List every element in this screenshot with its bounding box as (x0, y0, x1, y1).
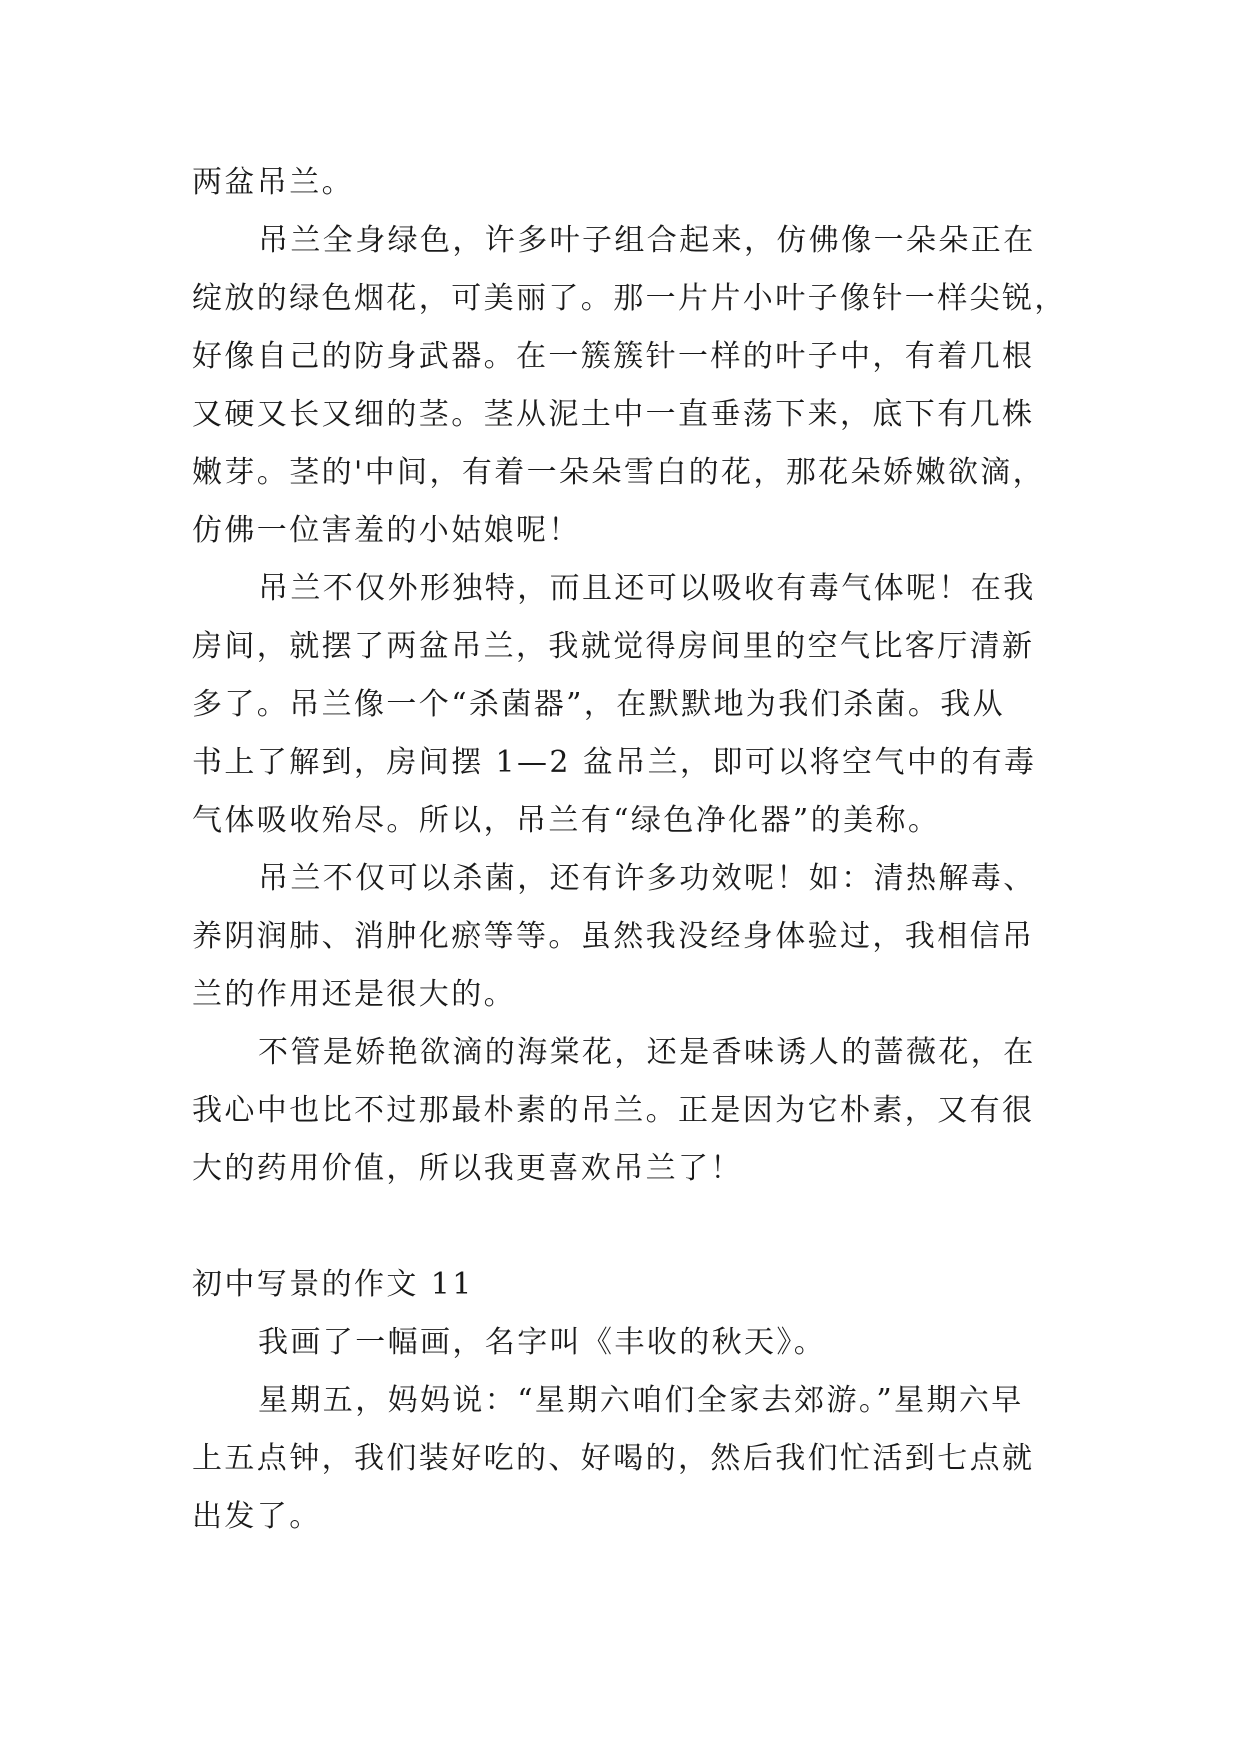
paragraph-line: 嫩芽。茎的'中间，有着一朵朵雪白的花，那花朵娇嫩欲滴， (192, 455, 1046, 490)
paragraph-line: 星期五，妈妈说：“星期六咱们全家去郊游。”星期六早 (258, 1383, 1024, 1418)
paragraph-line: 书上了解到，房间摆 1—2 盆吊兰，即可以将空气中的有毒 (192, 745, 1037, 780)
paragraph-line: 仿佛一位害羞的小姑娘呢！ (192, 513, 581, 548)
paragraph-line: 不管是娇艳欲滴的海棠花，还是香味诱人的蔷薇花，在 (258, 1035, 1036, 1070)
paragraph-line: 我画了一幅画，名字叫《丰收的秋天》。 (258, 1325, 827, 1360)
paragraph-line: 上五点钟，我们装好吃的、好喝的，然后我们忙活到七点就 (192, 1441, 1035, 1476)
essay-text (192, 154, 1067, 1546)
section-heading: 初中写景的作文 11 (192, 1267, 474, 1302)
paragraph-line: 养阴润肺、消肿化瘀等等。虽然我没经身体验过，我相信吊 (192, 919, 1035, 954)
paragraph-line: 吊兰全身绿色，许多叶子组合起来，仿佛像一朵朵正在 (258, 223, 1036, 258)
section-gap (192, 1198, 1052, 1256)
paragraph-line: 兰的作用还是很大的。 (192, 977, 516, 1012)
paragraph-line: 绽放的绿色烟花，可美丽了。那一片片小叶子像针一样尖锐， (192, 281, 1067, 316)
paragraph-line: 吊兰不仅可以杀菌，还有许多功效呢！如：清热解毒、 (258, 861, 1036, 896)
paragraph-line: 气体吸收殆尽。所以，吊兰有“绿色净化器”的美称。 (192, 803, 941, 838)
paragraph-line: 大的药用价值，所以我更喜欢吊兰了！ (192, 1151, 743, 1186)
paragraph-line: 多了。吊兰像一个“杀菌器”，在默默地为我们杀菌。我从 (192, 687, 1006, 722)
paragraph-line: 房间，就摆了两盆吊兰，我就觉得房间里的空气比客厅清新 (192, 629, 1035, 664)
paragraph-line: 吊兰不仅外形独特，而且还可以吸收有毒气体呢！在我 (258, 571, 1036, 606)
paragraph-line: 我心中也比不过那最朴素的吊兰。正是因为它朴素，又有很 (192, 1093, 1035, 1128)
paragraph-line: 出发了。 (192, 1499, 322, 1534)
paragraph-line: 又硬又长又细的茎。茎从泥土中一直垂荡下来，底下有几株 (192, 397, 1035, 432)
paragraph-line: 好像自己的防身武器。在一簇簇针一样的叶子中，有着几根 (192, 339, 1035, 374)
paragraph-line: 两盆吊兰。 (192, 165, 354, 200)
